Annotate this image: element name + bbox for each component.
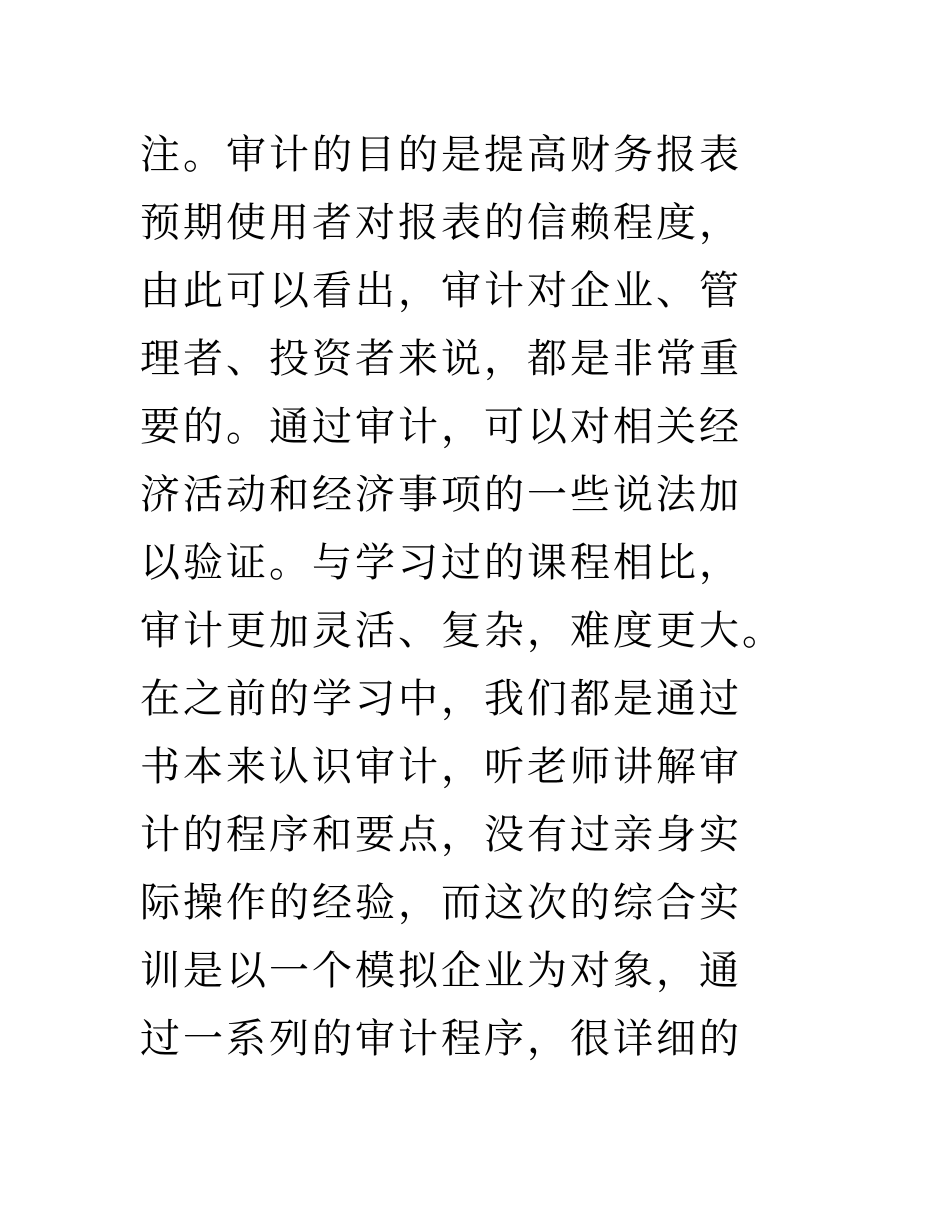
text-line: 审计更加灵活、复杂，难度更大。 bbox=[140, 608, 785, 654]
text-line: 以验证。与学习过的课程相比， bbox=[140, 540, 742, 586]
text-line: 在之前的学习中，我们都是通过 bbox=[140, 676, 742, 722]
text-line: 书本来认识审计，听老师讲解审 bbox=[140, 744, 742, 790]
text-line: 预期使用者对报表的信赖程度， bbox=[140, 200, 742, 246]
text-line: 过一系列的审计程序，很详细的 bbox=[140, 1016, 742, 1062]
text-line: 理者、投资者来说，都是非常重 bbox=[140, 336, 742, 382]
text-line: 济活动和经济事项的一些说法加 bbox=[140, 472, 742, 518]
text-line: 际操作的经验，而这次的综合实 bbox=[140, 880, 742, 926]
text-line: 要的。通过审计，可以对相关经 bbox=[140, 404, 742, 450]
body-text bbox=[140, 121, 820, 1073]
text-line: 由此可以看出，审计对企业、管 bbox=[140, 268, 742, 314]
text-line: 计的程序和要点，没有过亲身实 bbox=[140, 812, 742, 858]
text-line: 训是以一个模拟企业为对象，通 bbox=[140, 948, 742, 994]
text-line: 注。审计的目的是提高财务报表 bbox=[140, 132, 742, 178]
